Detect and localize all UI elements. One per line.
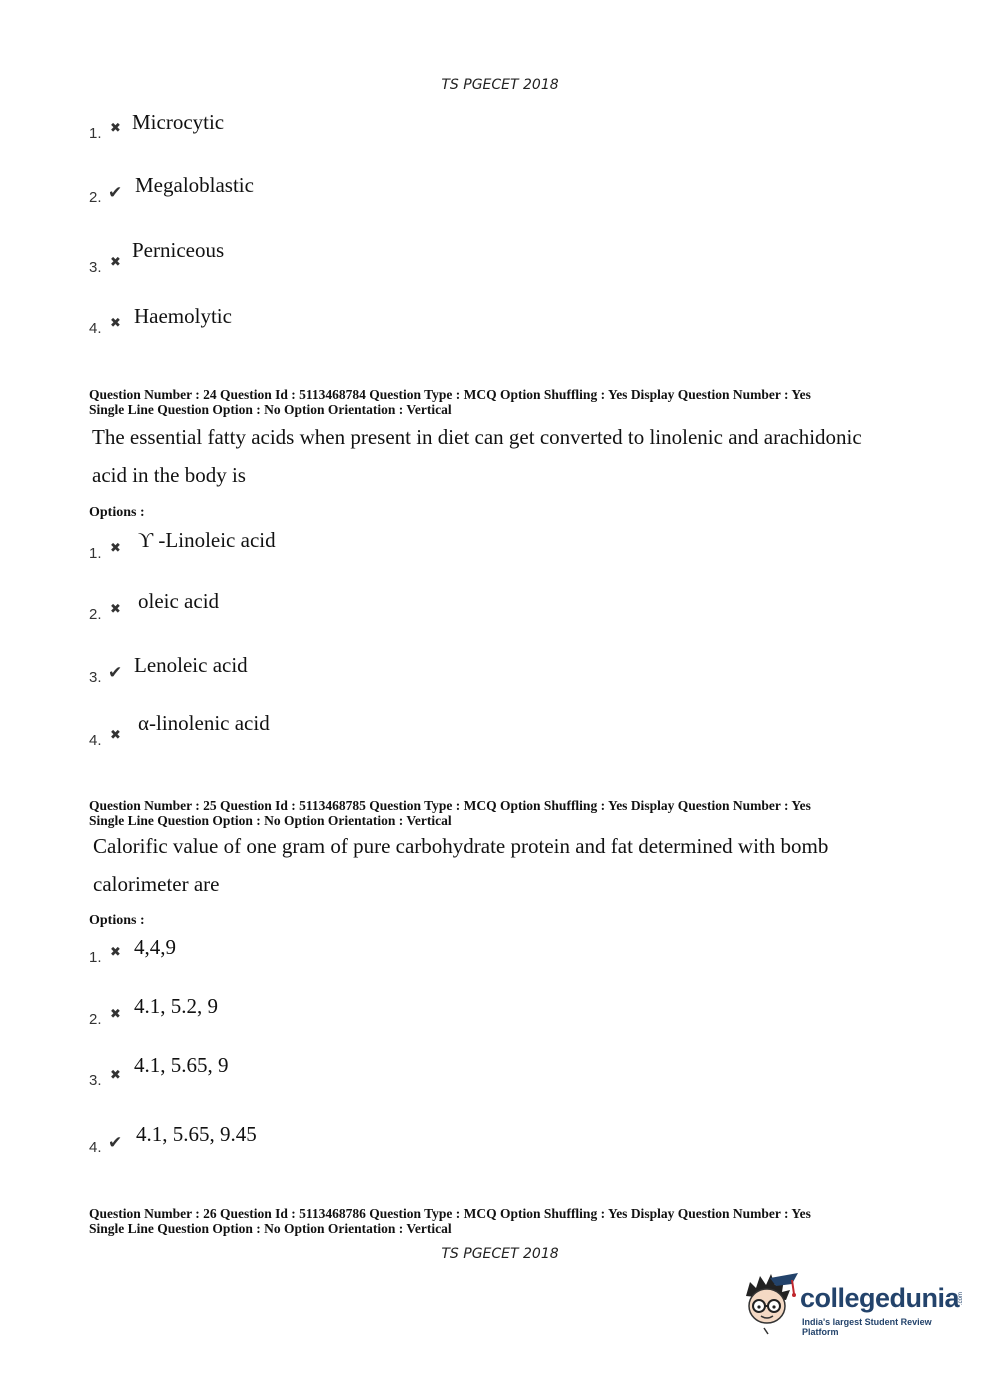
option-text: Perniceous <box>132 238 225 262</box>
check-icon: ✔ <box>108 183 123 203</box>
option-text: Microcytic <box>132 110 225 134</box>
question-text: Calorific value of one gram of pure carbohydrate protein and fat determined with bomb <box>93 834 829 858</box>
collegedunia-logo <box>740 1270 970 1340</box>
option-text: α-linolenic acid <box>138 711 270 735</box>
option-number: 2. <box>89 1011 102 1028</box>
cross-icon: ✖ <box>110 728 121 743</box>
option-text: 4,4,9 <box>134 935 176 959</box>
option-text: 4.1, 5.65, 9 <box>134 1053 229 1077</box>
question-text: calorimeter are <box>93 872 220 896</box>
option-text: 4.1, 5.2, 9 <box>134 994 218 1018</box>
option-number: 3. <box>89 259 102 276</box>
cross-icon: ✖ <box>110 316 121 331</box>
cross-icon: ✖ <box>110 541 121 556</box>
options-label: Options : <box>89 913 145 928</box>
option-text: Lenoleic acid <box>134 653 248 677</box>
cross-icon: ✖ <box>110 602 121 617</box>
question-text: acid in the body is <box>92 463 246 487</box>
question-meta: Question Number : 25 Question Id : 5113468785 Question Type : MCQ Option Shuffling : Yes Display Question Number : Yes <box>89 798 811 813</box>
mascot-icon <box>740 1270 802 1336</box>
option-text: Haemolytic <box>134 304 232 328</box>
question-meta: Question Number : 24 Question Id : 5113468784 Question Type : MCQ Option Shuffling : Yes Display Question Number : Yes <box>89 387 811 402</box>
cross-icon: ✖ <box>110 255 121 270</box>
option-text: Megaloblastic <box>135 173 254 197</box>
option-number: 4. <box>89 732 102 749</box>
check-icon: ✔ <box>108 1133 123 1153</box>
question-text: The essential fatty acids when present in diet can get converted to linolenic and arachidonic <box>92 425 862 449</box>
options-label: Options : <box>89 505 145 520</box>
logo-suffix: .com <box>958 1292 964 1306</box>
option-text: oleic acid <box>138 589 220 613</box>
option-number: 4. <box>89 320 102 337</box>
option-text: 4.1, 5.65, 9.45 <box>136 1122 257 1146</box>
page-footer-title: TS PGECET 2018 <box>441 1246 559 1262</box>
logo-tagline: India's largest Student Review Platform <box>802 1317 932 1337</box>
cross-icon: ✖ <box>110 945 121 960</box>
option-number: 3. <box>89 1072 102 1089</box>
question-meta: Question Number : 26 Question Id : 5113468786 Question Type : MCQ Option Shuffling : Yes Display Question Number : Yes <box>89 1206 811 1221</box>
option-number: 2. <box>89 189 102 206</box>
option-number: 1. <box>89 125 102 142</box>
logo-name: collegedunia <box>800 1283 960 1313</box>
option-number: 3. <box>89 669 102 686</box>
check-icon: ✔ <box>108 663 123 683</box>
question-meta: Single Line Question Option : No Option Orientation : Vertical <box>89 402 452 417</box>
page-header: TS PGECET 2018 <box>441 77 559 93</box>
option-text: ϒ -Linoleic acid <box>138 528 276 552</box>
question-meta: Single Line Question Option : No Option Orientation : Vertical <box>89 813 452 828</box>
option-number: 2. <box>89 606 102 623</box>
option-number: 1. <box>89 949 102 966</box>
question-meta: Single Line Question Option : No Option Orientation : Vertical <box>89 1221 452 1236</box>
cross-icon: ✖ <box>110 1068 121 1083</box>
option-number: 1. <box>89 545 102 562</box>
cross-icon: ✖ <box>110 121 121 136</box>
option-number: 4. <box>89 1139 102 1156</box>
cross-icon: ✖ <box>110 1007 121 1022</box>
